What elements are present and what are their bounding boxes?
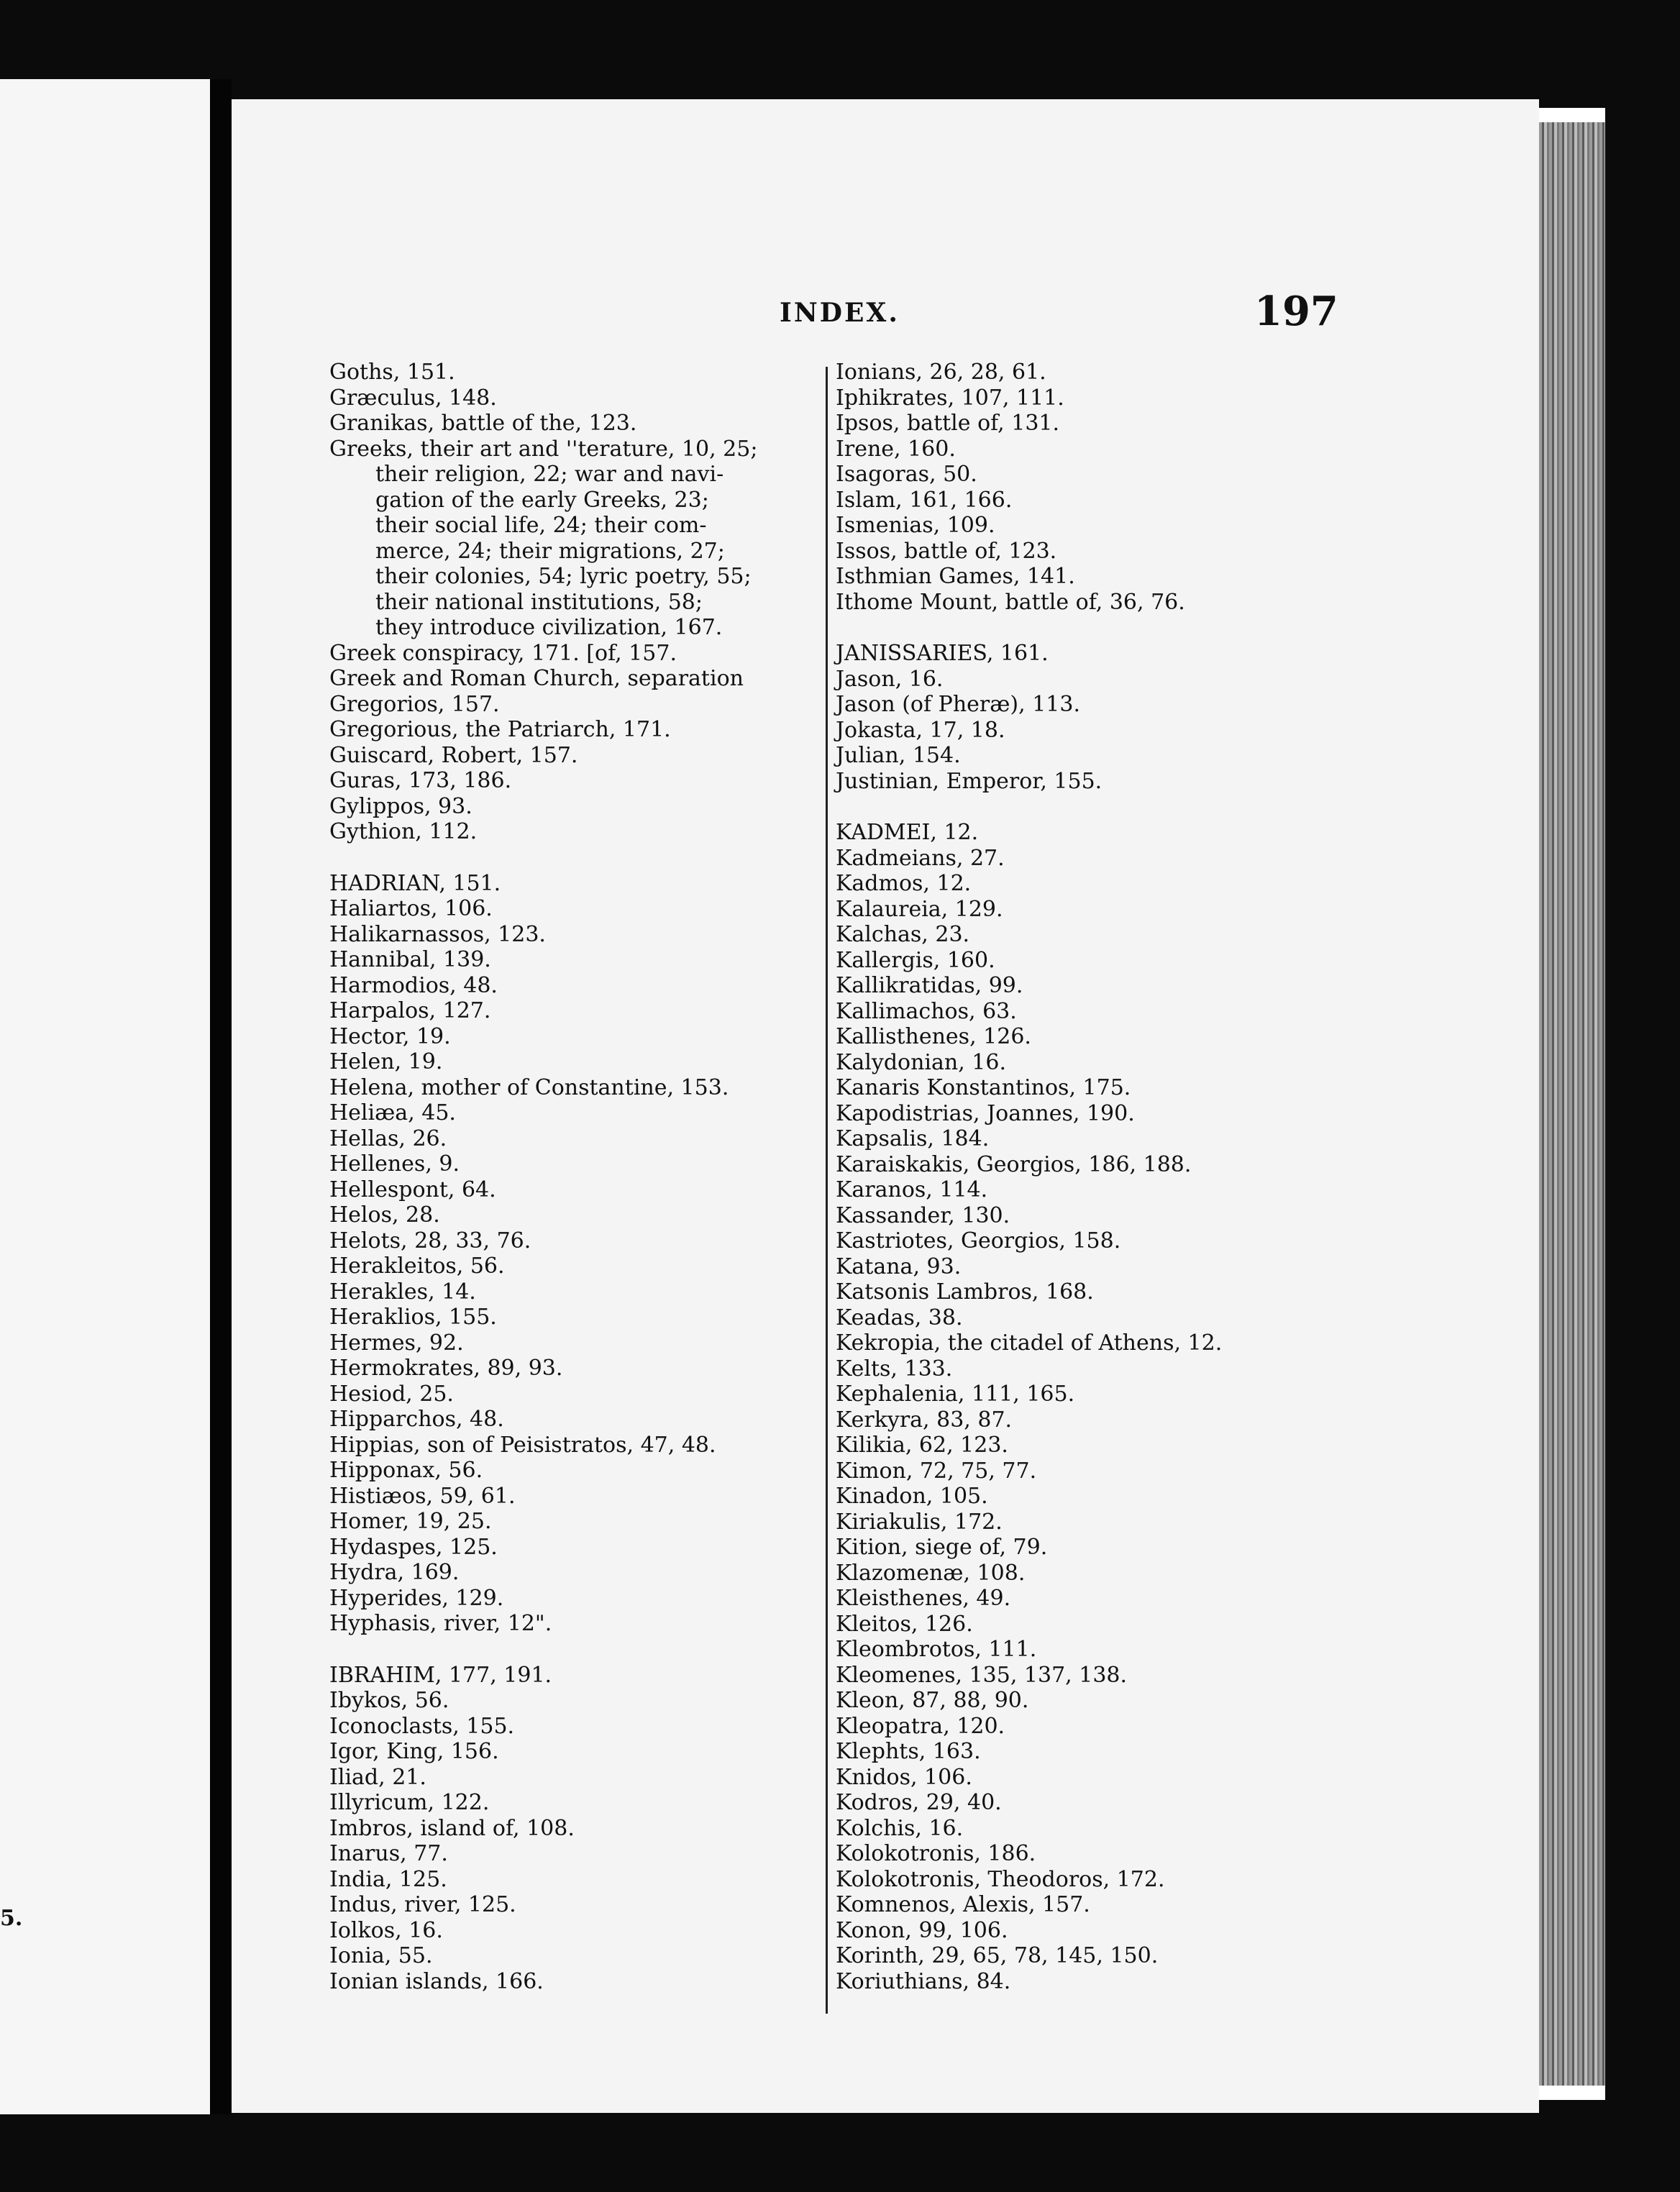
index-entry: Greek and Roman Church, separation <box>329 666 744 691</box>
index-entry: Knidos, 106. <box>836 1764 972 1790</box>
index-entry: Kallikratidas, 99. <box>836 973 1023 998</box>
index-entry: Kleon, 87, 88, 90. <box>836 1688 1029 1713</box>
index-entry: Klazomenæ, 108. <box>836 1560 1026 1586</box>
index-entry-continuation: their religion, 22; war and navi- <box>375 462 724 487</box>
index-entry: Guiscard, Robert, 157. <box>329 742 578 768</box>
index-entry: Granikas, battle of the, 123. <box>329 411 637 436</box>
index-entry: Kadmos, 12. <box>836 871 972 896</box>
scan-border-top <box>0 0 1680 108</box>
index-entry: Herakles, 14. <box>329 1279 476 1305</box>
scan-border-bottom <box>0 2100 1680 2192</box>
index-entry: Gregorios, 157. <box>329 691 500 717</box>
index-entry: Herakleitos, 56. <box>329 1253 505 1279</box>
index-section-start: KADMEI, 12. <box>836 820 979 845</box>
facing-page-trace: 5. <box>0 1906 23 1931</box>
index-entry: Komnenos, Alexis, 157. <box>836 1892 1090 1917</box>
index-entry: Inarus, 77. <box>329 1841 448 1866</box>
index-entry: Kolchis, 16. <box>836 1815 964 1841</box>
facing-page-edge <box>0 79 210 2114</box>
index-entry-continuation: their colonies, 54; lyric poetry, 55; <box>375 564 752 589</box>
index-entry: Karaiskakis, Georgios, 186, 188. <box>836 1151 1192 1177</box>
index-entry: Kimon, 72, 75, 77. <box>836 1458 1037 1484</box>
index-entry: Kiriakulis, 172. <box>836 1509 1003 1535</box>
index-entry: Kinadon, 105. <box>836 1484 988 1509</box>
index-entry: Kleisthenes, 49. <box>836 1586 1011 1611</box>
index-entry: India, 125. <box>329 1866 447 1892</box>
index-entry: Julian, 154. <box>836 743 961 768</box>
index-entry: Helen, 19. <box>329 1049 443 1074</box>
index-entry: Iolkos, 16. <box>329 1917 443 1943</box>
index-entry: Kekropia, the citadel of Athens, 12. <box>836 1330 1223 1356</box>
index-entry: Jokasta, 17, 18. <box>836 717 1005 743</box>
index-entry: Homer, 19, 25. <box>329 1509 492 1534</box>
index-entry: Haliartos, 106. <box>329 896 493 921</box>
index-entry: Kastriotes, Georgios, 158. <box>836 1228 1121 1253</box>
index-entry: Karanos, 114. <box>836 1177 988 1202</box>
index-entry: Helots, 28, 33, 76. <box>329 1228 531 1253</box>
index-entry: Konon, 99, 106. <box>836 1917 1008 1943</box>
page-header <box>232 288 1539 337</box>
index-entry: Igor, King, 156. <box>329 1739 499 1764</box>
index-entry: Justinian, Emperor, 155. <box>836 768 1102 794</box>
index-entry: Kelts, 133. <box>836 1356 953 1382</box>
index-entry: Illyricum, 122. <box>329 1790 490 1815</box>
index-entry: Imbros, island of, 108. <box>329 1815 575 1841</box>
index-entry: Ionian islands, 166. <box>329 1968 544 1994</box>
index-entry: Iliad, 21. <box>329 1764 426 1790</box>
index-entry: Katsonis Lambros, 168. <box>836 1279 1094 1305</box>
index-entry: Hermes, 92. <box>329 1330 464 1356</box>
index-entry: Histiæos, 59, 61. <box>329 1483 516 1509</box>
index-entry: Indus, river, 125. <box>329 1892 516 1917</box>
running-head: INDEX. <box>780 298 900 328</box>
scan-border-right <box>1605 0 1680 2192</box>
index-entry: Kolokotronis, Theodoros, 172. <box>836 1866 1165 1892</box>
index-entry: Helos, 28. <box>329 1202 440 1228</box>
index-column-left <box>329 360 818 1994</box>
index-entry: Greeks, their art and ''terature, 10, 25; <box>329 436 758 462</box>
index-entry: Koriuthians, 84. <box>836 1968 1011 1994</box>
index-entry-continuation: they introduce civilization, 167. <box>375 615 723 640</box>
index-entry: Ipsos, battle of, 131. <box>836 411 1060 436</box>
index-entry: Hydaspes, 125. <box>329 1534 498 1560</box>
index-entry: Gylippos, 93. <box>329 793 472 819</box>
index-entry: Ismenias, 109. <box>836 513 995 538</box>
index-entry: Islam, 161, 166. <box>836 487 1013 513</box>
index-entry: Hipparchos, 48. <box>329 1407 504 1432</box>
index-entry: Hydra, 169. <box>329 1560 460 1585</box>
index-entry: Harpalos, 127. <box>329 998 491 1023</box>
index-entry: Kadmeians, 27. <box>836 845 1005 871</box>
page-number: 197 <box>1254 288 1338 335</box>
index-entry: Goths, 151. <box>329 360 455 385</box>
index-entry: Hippias, son of Peisistratos, 47, 48. <box>329 1432 716 1458</box>
index-entry: Hannibal, 139. <box>329 947 491 972</box>
index-entry: Jason (of Pheræ), 113. <box>836 692 1081 717</box>
book-gutter <box>210 79 232 2114</box>
index-entry: Kephalenia, 111, 165. <box>836 1382 1075 1407</box>
index-entry: Hyperides, 129. <box>329 1585 504 1611</box>
index-entry: Kapodistrias, Joannes, 190. <box>836 1100 1135 1126</box>
index-entry: Kilikia, 62, 123. <box>836 1433 1008 1458</box>
index-entry-continuation: their social life, 24; their com- <box>375 513 707 538</box>
index-entry-continuation: gation of the early Greeks, 23; <box>375 487 709 513</box>
index-section-start: HADRIAN, 151. <box>329 870 501 896</box>
index-entry: Hellas, 26. <box>329 1125 447 1151</box>
index-entry: Katana, 93. <box>836 1253 962 1279</box>
index-entry: Greek conspiracy, 171. [of, 157. <box>329 640 677 666</box>
index-entry: Kalaureia, 129. <box>836 896 1003 922</box>
index-entry: Kalchas, 23. <box>836 922 970 947</box>
index-entry: Kleomenes, 135, 137, 138. <box>836 1662 1128 1688</box>
index-entry: Hermokrates, 89, 93. <box>329 1356 563 1381</box>
column-divider <box>826 367 828 2014</box>
index-entry-continuation: their national institutions, 58; <box>375 589 703 615</box>
index-entry: Heliæa, 45. <box>329 1100 456 1125</box>
index-entry: Kodros, 29, 40. <box>836 1790 1002 1815</box>
index-entry: Hector, 19. <box>329 1023 451 1049</box>
index-column-right <box>836 360 1505 1994</box>
index-entry: Helena, mother of Constantine, 153. <box>329 1074 729 1100</box>
index-entry: Hellespont, 64. <box>329 1177 496 1202</box>
index-entry: Korinth, 29, 65, 78, 145, 150. <box>836 1943 1159 1968</box>
index-entry: Gregorious, the Patriarch, 171. <box>329 717 671 742</box>
index-entry: Græculus, 148. <box>329 385 497 411</box>
index-entry: Kleombrotos, 111. <box>836 1637 1037 1662</box>
index-entry: Kallimachos, 63. <box>836 998 1017 1024</box>
index-entry: Gythion, 112. <box>329 819 478 844</box>
index-entry: Hipponax, 56. <box>329 1458 483 1483</box>
index-entry: Kanaris Konstantinos, 175. <box>836 1075 1131 1100</box>
index-entry: Kleitos, 126. <box>836 1611 973 1637</box>
index-entry: Irene, 160. <box>836 436 956 462</box>
index-entry: Hyphasis, river, 12". <box>329 1611 552 1636</box>
index-entry: Hesiod, 25. <box>329 1381 454 1407</box>
index-entry: Ibykos, 56. <box>329 1688 449 1713</box>
index-entry: Iconoclasts, 155. <box>329 1713 515 1739</box>
index-section-start: JANISSARIES, 161. <box>836 641 1049 666</box>
index-entry: Keadas, 38. <box>836 1305 963 1330</box>
index-entry: Isthmian Games, 141. <box>836 564 1075 589</box>
index-entry: Kleopatra, 120. <box>836 1713 1005 1739</box>
index-entry: Heraklios, 155. <box>329 1305 497 1330</box>
index-entry: Kallisthenes, 126. <box>836 1024 1031 1049</box>
index-entry: Iphikrates, 107, 111. <box>836 385 1064 411</box>
index-entry: Kolokotronis, 186. <box>836 1841 1036 1866</box>
index-entry: Halikarnassos, 123. <box>329 921 546 947</box>
index-entry: Kallergis, 160. <box>836 947 995 973</box>
index-entry: Hellenes, 9. <box>329 1151 460 1177</box>
index-entry: Kition, siege of, 79. <box>836 1535 1048 1560</box>
index-entry: Guras, 173, 186. <box>329 768 512 793</box>
index-entry: Issos, battle of, 123. <box>836 538 1057 564</box>
index-entry: Kassander, 130. <box>836 1202 1010 1228</box>
index-entry: Isagoras, 50. <box>836 462 977 487</box>
page-edge-stack <box>1539 122 1605 2086</box>
index-entry: Jason, 16. <box>836 666 944 692</box>
index-entry: Ionians, 26, 28, 61. <box>836 360 1046 385</box>
index-section-start: IBRAHIM, 177, 191. <box>329 1662 552 1688</box>
index-entry: Harmodios, 48. <box>329 972 498 998</box>
index-entry: Ionia, 55. <box>329 1943 433 1968</box>
index-entry: Kerkyra, 83, 87. <box>836 1407 1013 1433</box>
index-entry: Kalydonian, 16. <box>836 1049 1007 1075</box>
index-entry-continuation: merce, 24; their migrations, 27; <box>375 538 725 564</box>
index-entry: Kapsalis, 184. <box>836 1126 990 1151</box>
index-entry: Ithome Mount, battle of, 36, 76. <box>836 589 1185 615</box>
index-entry: Klephts, 163. <box>836 1739 981 1764</box>
